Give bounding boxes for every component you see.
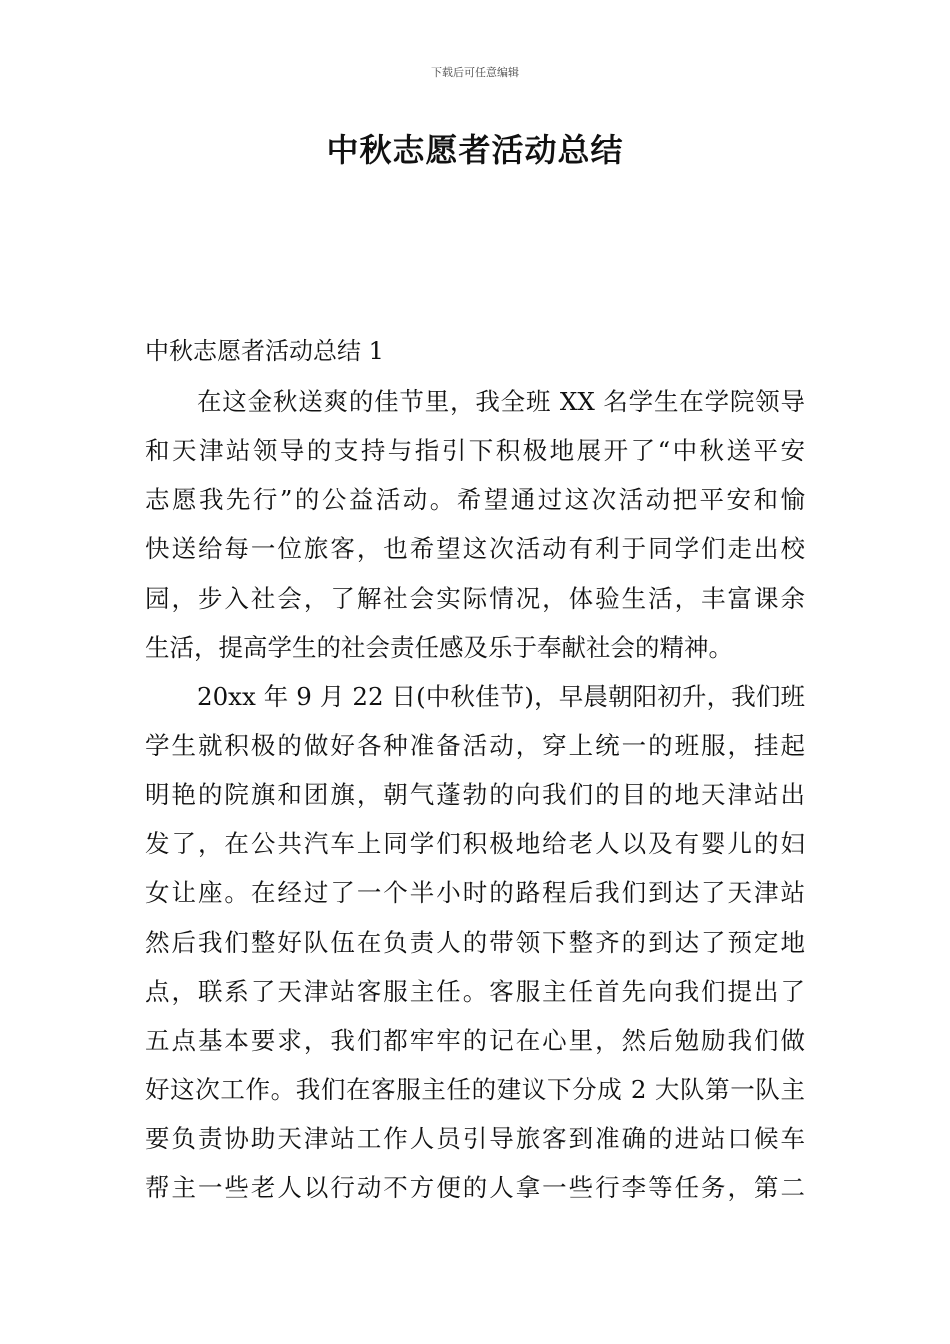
body-text — [145, 377, 805, 1212]
paragraph-line: 生活，提高学生的社会责任感及乐于奉献社会的精神。 — [145, 632, 733, 662]
paragraph-line: 明艳的院旗和团旗，朝气蓬勃的向我们的目的地天津站出 — [145, 780, 805, 810]
paragraph-line: 女让座。在经过了一个半小时的路程后我们到达了天津站 — [145, 878, 805, 908]
header-note: 下载后可任意编辑 — [431, 66, 519, 79]
paragraph-line: 快送给每一位旅客，也希望这次活动有利于同学们走出校 — [145, 534, 805, 564]
paragraph-line: 五点基本要求，我们都牢牢的记在心里，然后勉励我们做 — [145, 1025, 805, 1055]
paragraph-line: 好这次工作。我们在客服主任的建议下分成 2 大队第一队主 — [145, 1074, 805, 1104]
paragraph-line: 然后我们整好队伍在负责人的带领下整齐的到达了预定地 — [145, 927, 805, 957]
paragraph-line: 学生就积极的做好各种准备活动，穿上统一的班服，挂起 — [145, 730, 805, 760]
paragraph-line: 在这金秋送爽的佳节里，我全班 XX 名学生在学院领导 — [197, 387, 805, 416]
paragraph-line: 20xx 年 9 月 22 日(中秋佳节)，早晨朝阳初升，我们班 — [197, 681, 805, 711]
paragraph-line: 志愿我先行”的公益活动。希望通过这次活动把平安和愉 — [145, 485, 805, 515]
document-title: 中秋志愿者活动总结 — [326, 131, 624, 169]
paragraph-line: 点，联系了天津站客服主任。客服主任首先向我们提出了 — [145, 976, 805, 1006]
paragraph-line: 和天津站领导的支持与指引下积极地展开了“中秋送平安 — [145, 436, 805, 466]
paragraph-line: 帮主一些老人以行动不方便的人拿一些行李等任务，第二 — [145, 1173, 805, 1203]
section-heading: 中秋志愿者活动总结 1 — [145, 337, 384, 365]
paragraph-line: 园，步入社会，了解社会实际情况，体验生活，丰富课余 — [145, 583, 805, 613]
paragraph-line: 发了，在公共汽车上同学们积极地给老人以及有婴儿的妇 — [145, 829, 805, 859]
paragraph-line: 要负责协助天津站工作人员引导旅客到准确的进站口候车 — [145, 1124, 805, 1154]
